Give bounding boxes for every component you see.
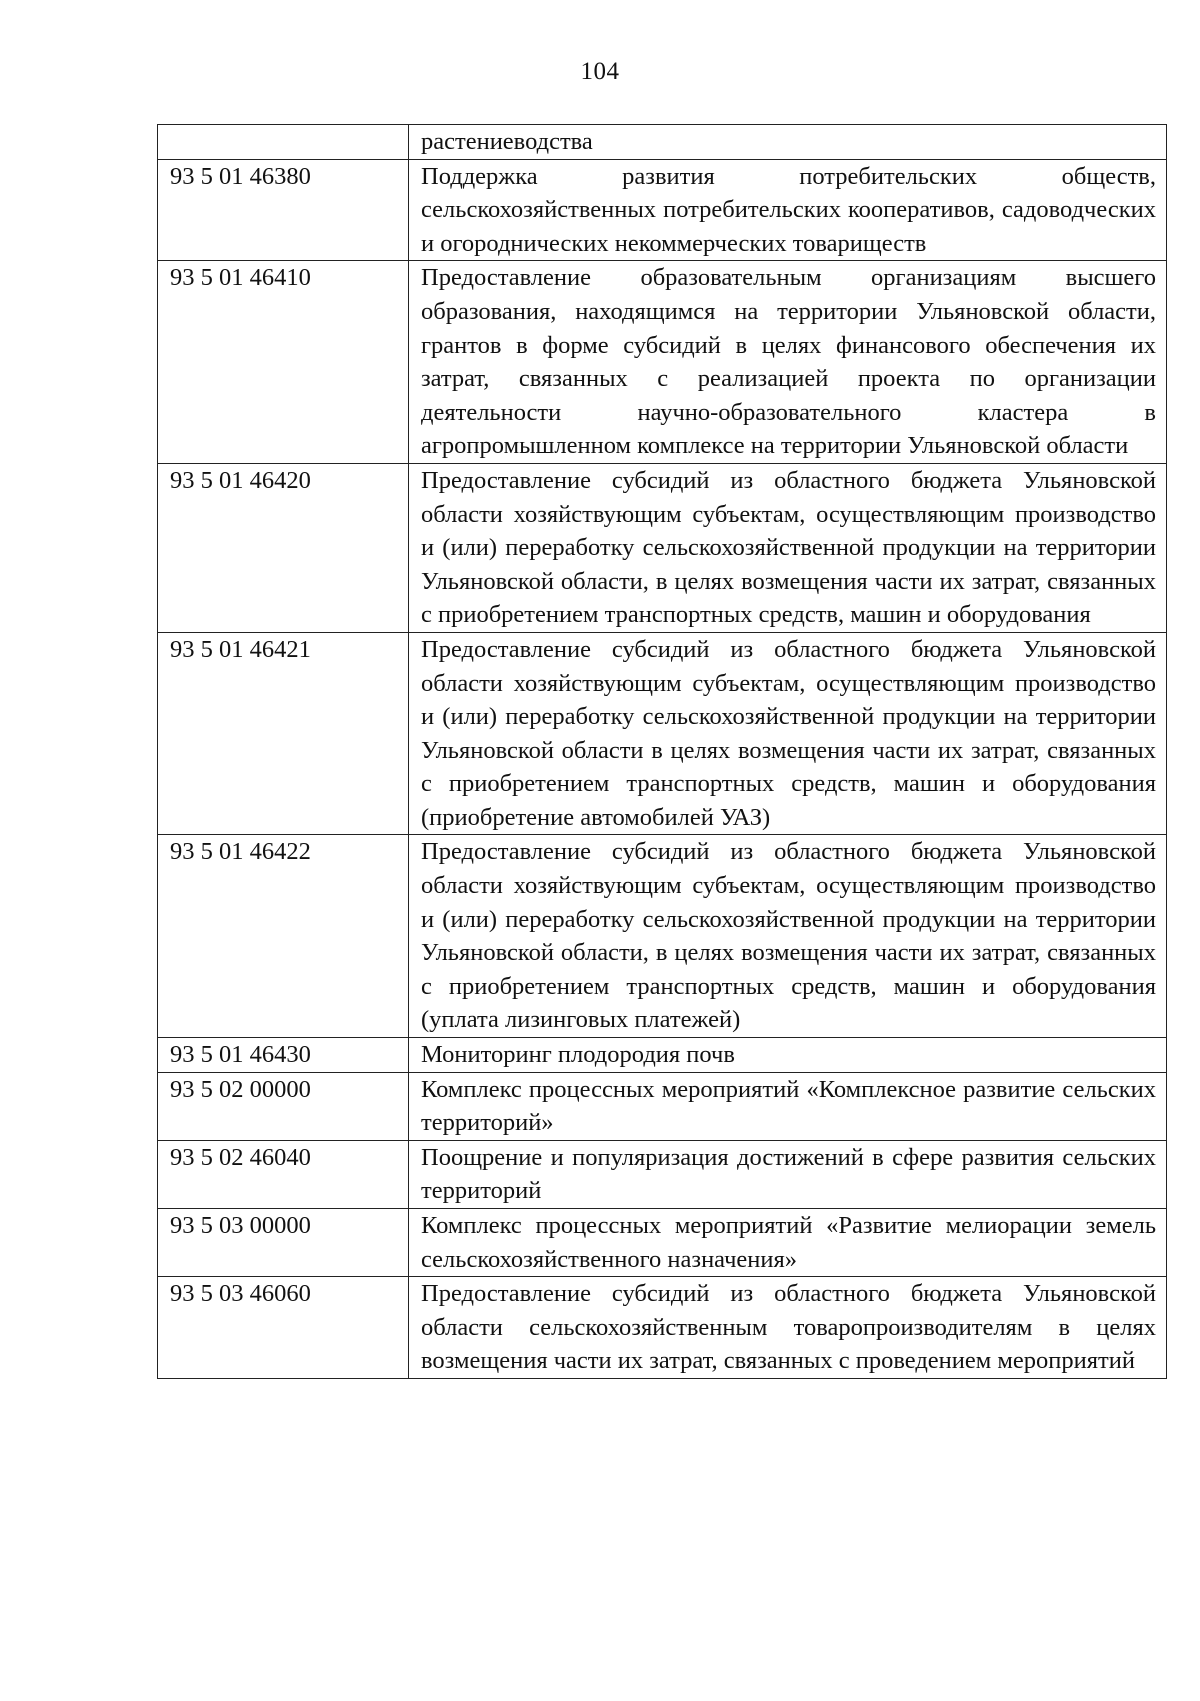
description-cell: Предоставление субсидий из областного бюджета Ульяновской области хозяйствующим субъектам, осуществляющим производство и (или) переработку сельскохозяйственной продукции на территории Ульяновской области, в целях возмещения части их затрат, связанных с приобретением транспортных средств, машин и оборудования [409,463,1167,632]
table-row [158,1072,1167,1140]
table-row [158,632,1167,835]
budget-code-table [157,124,1167,1379]
code-cell: 93 5 02 46040 [158,1140,409,1208]
table-row [158,1140,1167,1208]
table-row [158,1209,1167,1277]
table-row [158,1038,1167,1073]
table-row [158,1277,1167,1379]
page-number: 104 [580,58,620,85]
description-cell: Предоставление субсидий из областного бюджета Ульяновской области сельскохозяйственным товаропроизводителям в целях возмещения части их затрат, связанных с проведением мероприятий [409,1277,1167,1379]
code-cell: 93 5 03 00000 [158,1209,409,1277]
code-cell: 93 5 01 46430 [158,1038,409,1073]
code-cell: 93 5 03 46060 [158,1277,409,1379]
code-cell: 93 5 01 46380 [158,159,409,261]
description-cell: Поддержка развития потребительских обществ, сельскохозяйственных потребительских кооперативов, садоводческих и огороднических некоммерческих товариществ [409,159,1167,261]
description-cell: Предоставление субсидий из областного бюджета Ульяновской области хозяйствующим субъектам, осуществляющим производство и (или) переработку сельскохозяйственной продукции на территории Ульяновской области в целях возмещения части их затрат, связанных с приобретением транспортных средств, машин и оборудования (приобретение автомобилей УАЗ) [409,632,1167,835]
code-cell: 93 5 01 46422 [158,835,409,1038]
code-cell [158,125,409,160]
code-cell: 93 5 01 46410 [158,261,409,464]
table-row [158,835,1167,1038]
description-cell: Предоставление субсидий из областного бюджета Ульяновской области хозяйствующим субъектам, осуществляющим производство и (или) переработку сельскохозяйственной продукции на территории Ульяновской области, в целях возмещения части их затрат, связанных с приобретением транспортных средств, машин и оборудования (уплата лизинговых платежей) [409,835,1167,1038]
code-cell: 93 5 01 46421 [158,632,409,835]
description-cell: растениеводства [409,125,1167,160]
table-row [158,159,1167,261]
code-cell: 93 5 01 46420 [158,463,409,632]
description-cell: Предоставление образовательным организациям высшего образования, находящимся на территории Ульяновской области, грантов в форме субсидий в целях финансового обеспечения их затрат, связанных с реализацией проекта по организации деятельности научно-образовательного кластера в агропромышленном комплексе на территории Ульяновской области [409,261,1167,464]
table-row [158,463,1167,632]
description-cell: Комплекс процессных мероприятий «Комплексное развитие сельских территорий» [409,1072,1167,1140]
table-row [158,261,1167,464]
description-cell: Комплекс процессных мероприятий «Развитие мелиорации земель сельскохозяйственного назначения» [409,1209,1167,1277]
description-cell: Мониторинг плодородия почв [409,1038,1167,1073]
description-cell: Поощрение и популяризация достижений в сфере развития сельских территорий [409,1140,1167,1208]
table-row [158,125,1167,160]
code-cell: 93 5 02 00000 [158,1072,409,1140]
